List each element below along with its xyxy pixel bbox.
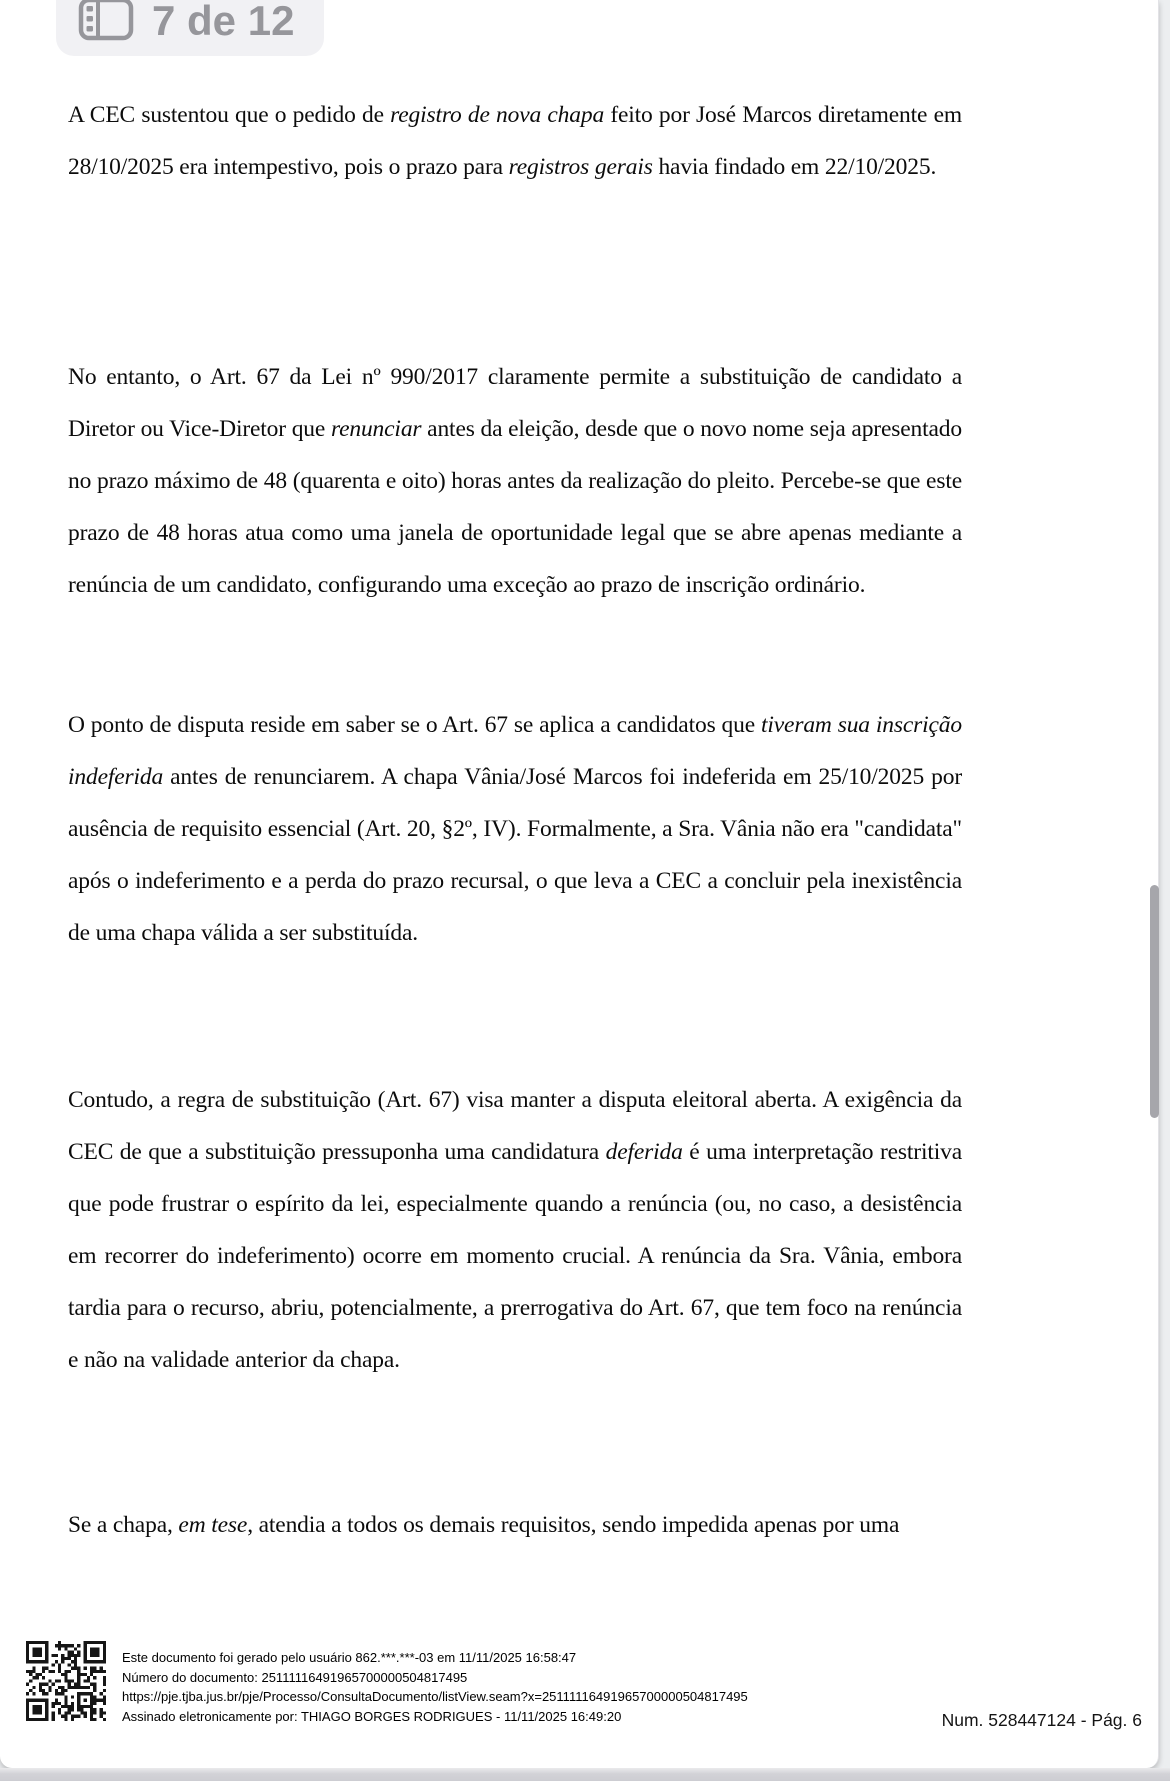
footer-line: Número do documento: 25111116491965700000504817495	[122, 1669, 468, 1685]
page-indicator[interactable]	[56, 0, 324, 56]
paragraph: No entanto, o Art. 67 da Lei nº 990/2017 claramente permite a substituição de candidato a Diretor ou Vice-Diretor que renunciar antes da eleição, desde que o novo nome seja apresentado no prazo máximo de 48 (quarenta e oito) horas antes da realização do pleito. Percebe-se que este prazo de 48 horas atua como uma janela de oportunidade legal que se abre apenas mediante a renúncia de um candidato, configurando uma exceção ao prazo de inscrição ordinário.	[68, 364, 962, 598]
paragraph: Contudo, a regra de substituição (Art. 67) visa manter a disputa eleitoral aberta. A exigência da CEC de que a substituição pressuponha uma candidatura deferida é uma interpretação restritiva que pode frustrar o espírito da lei, especialmente quando a renúncia (ou, no caso, a desistência em recorrer do indeferimento) ocorre em momento crucial. A renúncia da Sra. Vânia, embora tardia para o recurso, abriu, potencialmente, a prerrogativa do Art. 67, que tem foco na renúncia e não na validade anterior da chapa.	[68, 1087, 962, 1373]
qr-code	[26, 1641, 106, 1721]
footer-line: https://pje.tjba.jus.br/pje/Processo/ConsultaDocumento/listView.seam?x=25111116491965700000504817495	[122, 1689, 748, 1704]
paragraph: Se a chapa, em tese, atendia a todos os demais requisitos, sendo impedida apenas por uma	[68, 1512, 900, 1538]
bottom-bar	[0, 1768, 1170, 1781]
footer-line: Este documento foi gerado pelo usuário 862.***.***-03 em 11/11/2025 16:58:47	[122, 1650, 577, 1665]
signature-block	[26, 1641, 748, 1726]
signature-lines	[122, 1641, 748, 1726]
pages-icon	[78, 0, 134, 41]
scrollbar-thumb[interactable]	[1150, 885, 1159, 1118]
page-indicator-label: 7 de 12	[152, 0, 295, 44]
paragraph: A CEC sustentou que o pedido de registro de nova chapa feito por José Marcos diretamente em 28/10/2025 era intempestivo, pois o prazo para registros gerais havia findado em 22/10/2025.	[68, 102, 962, 180]
footer-line: Assinado eletronicamente por: THIAGO BORGES RODRIGUES - 11/11/2025 16:49:20	[122, 1708, 622, 1724]
page-number-label: Num. 528447124 - Pág. 6	[941, 1710, 1142, 1730]
paragraph: O ponto de disputa reside em saber se o Art. 67 se aplica a candidatos que tiveram sua inscrição indeferida antes de renunciarem. A chapa Vânia/José Marcos foi indeferida em 25/10/2025 por ausência de requisito essencial (Art. 20, §2º, IV). Formalmente, a Sra. Vânia não era "candidata" após o indeferimento e a perda do prazo recursal, o que leva a CEC a concluir pela inexistência de uma chapa válida a ser substituída.	[68, 712, 962, 946]
